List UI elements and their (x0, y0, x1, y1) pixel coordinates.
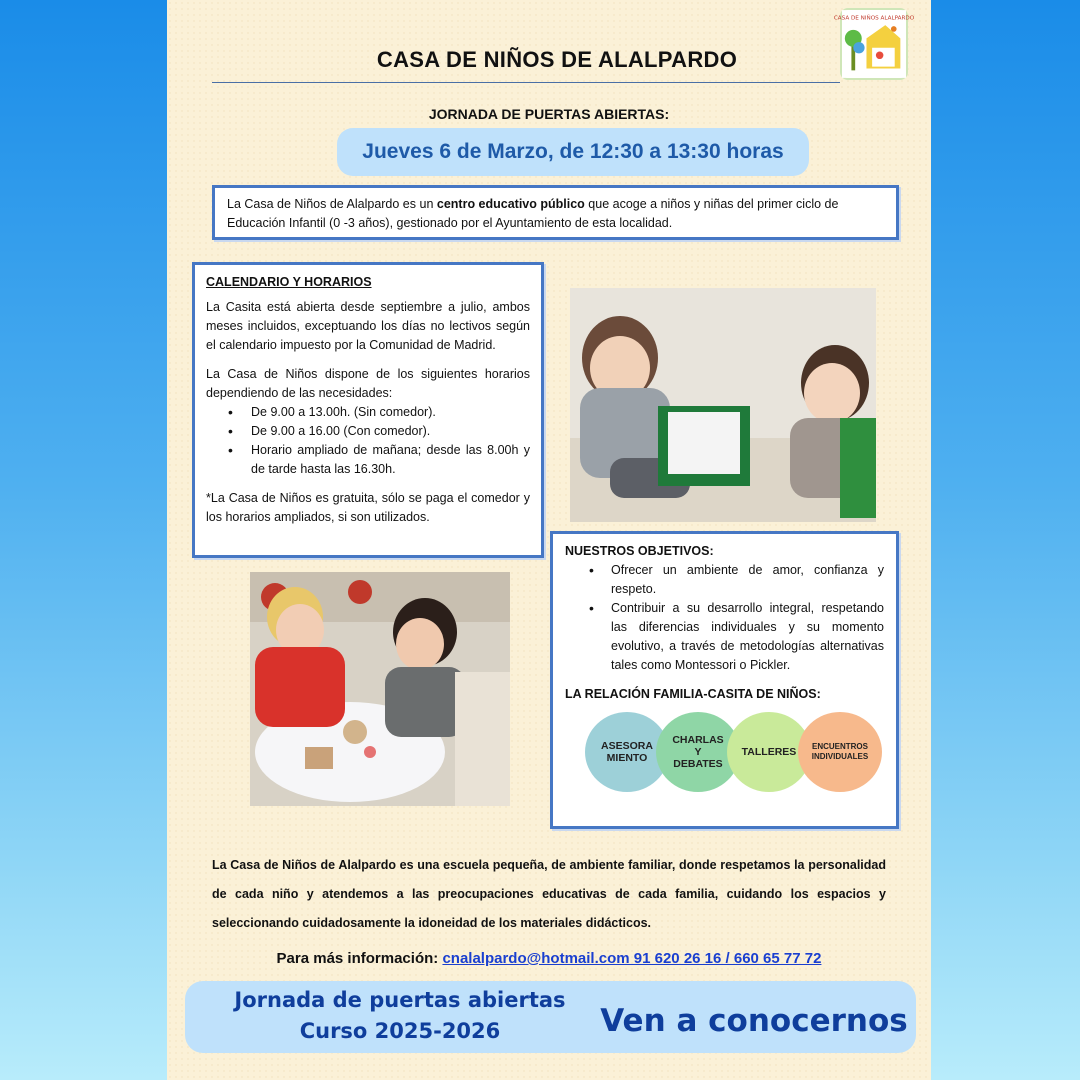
contact-label: Para más información: (276, 950, 439, 967)
circle-label-asesoramiento: ASESORA MIENTO (601, 740, 653, 764)
objective-item: • Ofrecer un ambiente de amor, confianza y respeto. (565, 561, 884, 599)
intro-text-start: La Casa de Niños de Alalpardo es un (227, 197, 437, 211)
relation-circles (565, 712, 884, 802)
intro-box (212, 185, 899, 240)
relation-heading: LA RELACIÓN FAMILIA-CASITA DE NIÑOS: (565, 687, 821, 701)
intro-text-bold: centro educativo público (436, 197, 585, 211)
contact-line (212, 950, 886, 967)
objectives-list (565, 561, 884, 675)
circle-encuentros (798, 712, 882, 792)
calendar-paragraph-1: La Casita está abierta desde septiembre a julio, ambos meses incluidos, exceptuando los días no lectivos según el calendario impuesto por la Comunidad de Madrid. (206, 300, 530, 352)
title-divider (212, 82, 840, 83)
open-day-date: Jueves 6 de Marzo, de 12:30 a 13:30 horas (337, 128, 809, 176)
schedule-item: • Horario ampliado de mañana; desde las 8.00h y de tarde hasta las 16.30h. (206, 441, 530, 479)
photo-children-light-table (250, 572, 510, 806)
calendar-heading: CALENDARIO Y HORARIOS (206, 275, 372, 289)
footer-line-1: Jornada de puertas abiertas (234, 988, 566, 1012)
circle-label-encuentros: ENCUENTROS INDIVIDUALES (811, 742, 869, 761)
circle-label-charlas: CHARLAS Y DEBATES (672, 734, 724, 770)
intro-text-end: que acoge a niños y niñas del primer ciclo de Educación Infantil (0 -3 años), gestionado por el Ayuntamiento de esta localidad. (227, 197, 839, 230)
calendar-box (192, 262, 544, 558)
schedule-list (206, 403, 530, 479)
footer-event-info (200, 985, 600, 1047)
photo-children-image (570, 288, 876, 522)
photo-children-playing-box (570, 288, 876, 522)
calendar-note: *La Casa de Niños es gratuita, sólo se paga el comedor y los horarios ampliados, si son utilizados. (206, 491, 530, 524)
objectives-heading: NUESTROS OBJETIVOS: (565, 544, 714, 558)
closing-paragraph: La Casa de Niños de Alalpardo es una escuela pequeña, de ambiente familiar, donde respetamos la personalidad de cada niño y atendemos a las preocupaciones educativas de cada familia, cuidando los espacios y seleccionando cuidadosamente la idoneidad de los materiales didácticos. (212, 858, 886, 930)
schedule-item: • De 9.00 a 13.00h. (Sin comedor). (206, 403, 530, 422)
objectives-box (550, 531, 899, 829)
page-title: CASA DE NIÑOS DE ALALPARDO (376, 47, 738, 72)
schedule-item: • De 9.00 a 16.00 (Con comedor). (206, 422, 530, 441)
circle-label-talleres: TALLERES (741, 746, 797, 758)
objective-item: • Contribuir a su desarrollo integral, respetando las diferencias individuales y su momento evolutivo, a través de metodologías alternativas tales como Montessori o Pickler. (565, 599, 884, 675)
contact-link[interactable]: cnalalpardo@hotmail.com 91 620 26 16 / 660 65 77 72 (442, 950, 822, 967)
logo-caption: CASA DE NIÑOS ALALPARDO (833, 15, 915, 22)
footer-line-2: Curso 2025-2026 (299, 1019, 501, 1043)
footer-call-to-action: Ven a conocernos (600, 1003, 908, 1039)
calendar-paragraph-2: La Casa de Niños dispone de los siguientes horarios dependiendo de las necesidades: (206, 367, 530, 400)
photo-light-table-image (250, 572, 510, 806)
open-day-subtitle: JORNADA DE PUERTAS ABIERTAS: (428, 106, 670, 122)
